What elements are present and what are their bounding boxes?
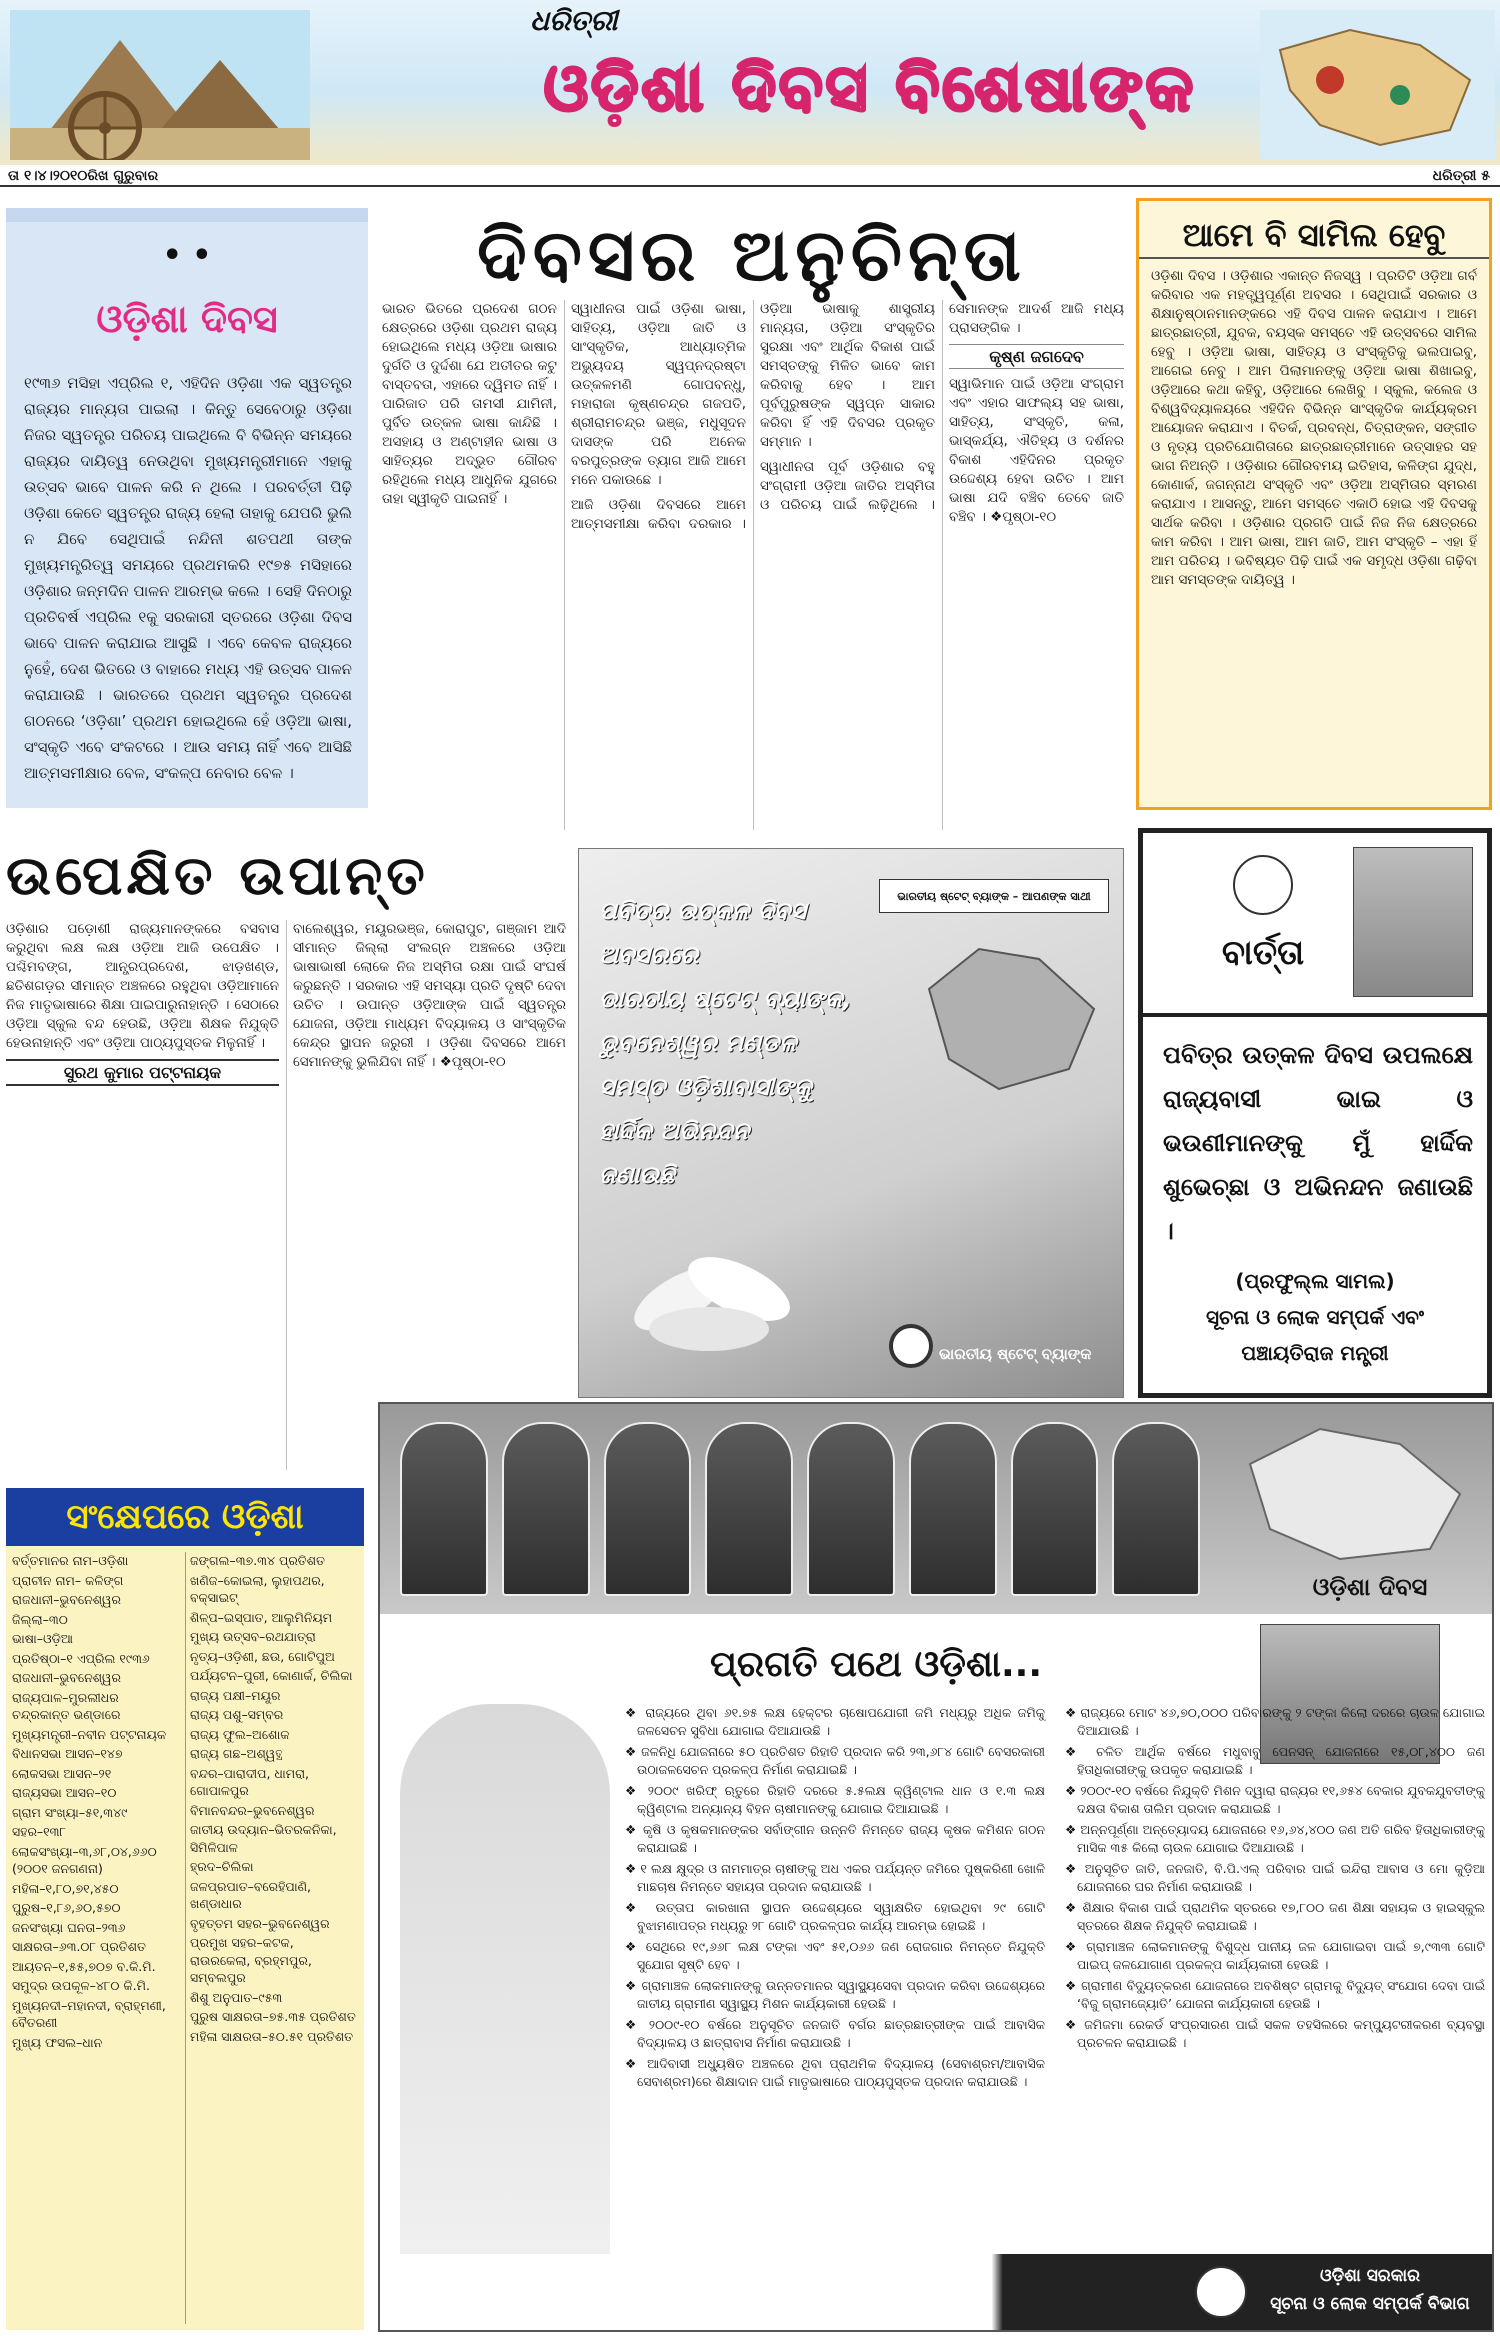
barta-message-box — [1138, 828, 1492, 1398]
fact-item: ସାକ୍ଷରତା–୬୩.୦୮ ପ୍ରତିଶତ — [12, 1939, 146, 1954]
author-byline: ସୁରଥ କୁମାର ପଟ୍ଟନାୟକ — [6, 1059, 279, 1086]
achievement-item: ❖ ୨୦୦୯-୧୦ ବର୍ଷରେ ନିଯୁକ୍ତି ମିଶନ ଦ୍ୱାରା ରାଜ୍ୟର ୧୧,୬୫୪ ବେକାର ଯୁବକଯୁବତୀଙ୍କୁ ଦକ୍ଷତା ବିକାଶ ତାଲିମ ପ୍ରଦାନ କରାଯାଇଛି । — [1065, 1783, 1485, 1816]
konark-temple-illustration — [10, 10, 310, 160]
achievement-item: ❖ ୨୦୦୯ ଖରିଫ୍ ଋତୁରେ ରିହାତି ଦରରେ ୫.୫ଲକ୍ଷ କ୍ୱିଣ୍ଟାଲ ଧାନ ଓ ୧.୩ ଲକ୍ଷ କ୍ୱିଣ୍ଟାଲ ଅନ୍ୟାନ୍ୟ ବିହନ ଚାଷୀମାନଙ୍କୁ ଯୋଗାଇ ଦିଆଯାଇଛି । — [625, 1783, 1045, 1816]
achievement-item: ❖ ଜଳନିଧି ଯୋଜନାରେ ୫୦ ପ୍ରତିଶତ ରିହାତି ପ୍ରଦାନ କରି ୨୩,୬୮୪ ଗୋଟି ବେସରକାରୀ ଉଠାଜଳସେଚନ ପ୍ରକଳ୍ପ ନିର୍ମାଣ କରାଯାଇଛି । — [625, 1744, 1045, 1777]
fact-item: ମୁଖ୍ୟମନ୍ତ୍ରୀ–ନବୀନ ପଟ୍ଟନାୟକ — [12, 1726, 167, 1742]
author-byline: କୃଷ୍ଣ ଜଗଦେବ — [949, 344, 1124, 369]
leaders-banner — [380, 1404, 1492, 1614]
pragati-pathe-odisha-heading: ପ୍ରଗତି ପଥେ ଓଡ଼ିଶା... — [710, 1644, 1042, 1685]
fact-item: ମହିଳା–୧,୮୦,୭୧,୪୫୦ — [12, 1880, 119, 1896]
fact-item: ବନ୍ଦର–ପାରାଦୀପ, ଧାମରା, ଗୋପାଳପୁର — [190, 1765, 310, 1798]
decorative-dots: • • — [162, 238, 212, 273]
achievement-item: ❖ ଶିକ୍ଷାର ବିକାଶ ପାଇଁ ପ୍ରାଥମିକ ସ୍ତରରେ ୧୭,୮୦୦ ଜଣ ଶିକ୍ଷା ସହାୟକ ଓ ହାଇସ୍କୁଲ ସ୍ତରରେ ଶିକ୍ଷକ ନିଯୁକ୍ତି କରାଯାଇଛି । — [1065, 1900, 1485, 1933]
fact-item: ବିଧାନସଭା ଆସନ–୧୪୭ — [12, 1746, 123, 1761]
achievement-item: ❖ ଆଦିବାସୀ ଅଧ୍ୟୁଷିତ ଅଞ୍ଚଳରେ ଥିବା ପ୍ରାଥମିକ ବିଦ୍ୟାଳୟ (ସେବାଶ୍ରମ/ଆବାସିକ ସେବାଶ୍ରମ)ରେ ଶିକ୍ଷାଦାନ ପାଇଁ ମାତୃଭାଷାରେ ପାଠ୍ୟପୁସ୍ତକ ପ୍ରଦାନ କରାଯାଉଛି । — [625, 2056, 1045, 2089]
leader-portrait — [400, 1422, 488, 1596]
minister-photo — [1353, 847, 1473, 997]
minister-designation: ପଞ୍ଚାୟତିରାଜ ମନ୍ତ୍ରୀ — [1241, 1341, 1389, 1365]
barta-signature — [1153, 1263, 1477, 1393]
fact-item: ରାଜଧାନୀ–ଭୁବନେଶ୍ୱର — [12, 1592, 121, 1607]
fact-item: ପର୍ଯ୍ୟଟନ–ପୁରୀ, କୋଣାର୍କ, ଚିଲିକା — [190, 1668, 353, 1683]
article-paragraph: ଭାରତ ଭିତରେ ପ୍ରଦେଶ ଗଠନ କ୍ଷେତ୍ରରେ ଓଡ଼ିଶା ପ୍ରଥମ ରାଜ୍ୟ ହୋଇଥିଲେ ମଧ୍ୟ ଓଡ଼ିଆ ଭାଷାର ଦୁର୍ଗତି ଓ ଦୁର୍ଦ୍ଦଶା ଯେ ଅତୀତର କଟୁ ବାସ୍ତବତା, ଏହାରେ ଦ୍ୱିମତ ନାହିଁ । ପାରିଜାତ ପରି ତାମସୀ ଯାମିନୀ, ପୁର୍ବିତ ଉତ୍କଳ ଭାଷା କାନ୍ଦିଛି । ଅସହାୟ ଓ ଅଣ୍ଟାହୀନ ଭାଷା ଓ ସାହିତ୍ୟର ଅଦ୍ଭୁତ ଗୌରବ ରହିଥିଲେ ମଧ୍ୟ ଆଧୁନିକ ଯୁଗରେ ତାହା ସ୍ୱୀକୃତି ପାଇନାହିଁ । — [382, 301, 557, 507]
minister-name: (ପ୍ରଫୁଲ୍ଲ ସାମଲ) — [1235, 1269, 1395, 1293]
fact-item: ବୃହତ୍ତମ ସହର–ଭୁବନେଶ୍ୱର — [190, 1915, 330, 1931]
barta-heading: ବାର୍ତ୍ତା — [1221, 933, 1305, 973]
samila-body: ଓଡ଼ିଶା ଦିବସ । ଓଡ଼ିଶାର ଏକାନ୍ତ ନିଜସ୍ୱ । ପ୍ରତିଟି ଓଡ଼ିଆ ଗର୍ବ କରିବାର ଏକ ମହତ୍ତ୍ୱପୂର୍ଣ୍ଣ ଅବସର । ସେଥିପାଇଁ ସରକାର ଓ ଶିକ୍ଷାନୁଷ୍ଠାନମାନଙ୍କରେ ଏହି ଦିବସ ପାଳନ କରାଯାଏ । ଆମେ ଛାତ୍ରଛାତ୍ରୀ, ଯୁବକ, ବୟସ୍କ ସମସ୍ତେ ଏହି ଉତ୍ସବରେ ସାମିଲ ହେବୁ । ଓଡ଼ିଆ ଭାଷା, ସାହିତ୍ୟ ଓ ସଂସ୍କୃତିକୁ ଭଲପାଇବୁ, ଆଗେଇ ନେବୁ । ଆମ ପିଲାମାନଙ୍କୁ ଓଡ଼ିଆ ଭାଷା ଶିଖାଇବୁ, ଓଡ଼ିଆରେ କଥା କହିବୁ, ଓଡ଼ିଆରେ ଲେଖିବୁ । ସ୍କୁଲ, କଲେଜ ଓ ବିଶ୍ୱବିଦ୍ୟାଳୟରେ ଏହିଦିନ ବିଭିନ୍ନ ସାଂସ୍କୃତିକ କାର୍ଯ୍ୟକ୍ରମ ଆୟୋଜନ କରାଯାଏ । ବିତର୍କ, ପ୍ରବନ୍ଧ, ଚିତ୍ରାଙ୍କନ, ସଙ୍ଗୀତ ଓ ନୃତ୍ୟ ପ୍ରତିଯୋଗିତାରେ ଛାତ୍ରଛାତ୍ରୀମାନେ ଉତ୍ସାହର ସହ ଭାଗ ନିଅନ୍ତି । ଓଡ଼ିଶାର ଗୌରବମୟ ଇତିହାସ, କଳିଙ୍ଗ ଯୁଦ୍ଧ, କୋଣାର୍କ, ଜଗନ୍ନାଥ ସଂସ୍କୃତି ଏବଂ ଓଡ଼ିଆ ଅସ୍ମିତାର ସ୍ମରଣ କରାଯାଏ । ଆସନ୍ତୁ, ଆମେ ସମସ୍ତେ ଏକାଠି ହୋଇ ଏହି ଦିବସକୁ ସାର୍ଥକ କରିବା । ଓଡ଼ିଶାର ପ୍ରଗତି ପାଇଁ ନିଜ ନିଜ କ୍ଷେତ୍ରରେ କାମ କରିବା । ଆମ ଭାଷା, ଆମ ଜାତି, ଆମ ସଂସ୍କୃତି – ଏହା ହିଁ ଆମ ପରିଚୟ । ଭବିଷ୍ୟତ ପିଢ଼ି ପାଇଁ ଏକ ସମୃଦ୍ଧ ଓଡ଼ିଶା ଗଢ଼ିବା ଆମ ସମସ୍ତଙ୍କ ଦାୟିତ୍ୱ । — [1151, 268, 1477, 588]
fact-item: ରାଜଧାନୀ–ଭୁବନେଶ୍ୱର — [12, 1670, 121, 1685]
odisha-dibasa-box — [6, 208, 368, 808]
odisha-emblem-icon — [1195, 2266, 1247, 2318]
leader-portrait — [1112, 1422, 1200, 1596]
fact-item: ଭାଷା–ଓଡ଼ିଆ — [12, 1631, 73, 1646]
leader-portrait — [705, 1422, 793, 1596]
facts-list — [12, 1552, 358, 2051]
sbi-greeting-line: ପବିତ୍ର ଉତ୍କଳ ଦିବସ — [599, 897, 807, 925]
achievement-item: ❖ କୃଷି ଓ କୃଷକମାନଙ୍କର ସର୍ବାଙ୍ଗୀନ ଉନ୍ନତି ନିମନ୍ତେ ରାଜ୍ୟ କୃଷକ କମିଶନ ଗଠନ କରାଯାଇଛି । — [625, 1822, 1045, 1855]
fact-item: ରାଜ୍ୟ ଫୁଲ–ଅଶୋକ — [190, 1726, 290, 1742]
odisha-map-icon — [1220, 1414, 1480, 1564]
leader-portrait — [1011, 1422, 1099, 1596]
odisha-dibasa-body: ୧୯୩୬ ମସିହା ଏପ୍ରିଲ ୧, ଏହିଦିନ ଓଡ଼ିଶା ଏକ ସ୍ୱତନ୍ତ୍ର ରାଜ୍ୟର ମାନ୍ୟତା ପାଇଲା । କିନ୍ତୁ ସେବେଠାରୁ ଓଡ଼ିଶା ନିଜର ସ୍ୱତନ୍ତ୍ର ପରିଚୟ ପାଇଥିଲେ ବି ବିଭିନ୍ନ ସମୟରେ ରାଜ୍ୟର ଦାୟିତ୍ୱ ନେଉଥିବା ମୁଖ୍ୟମନ୍ତ୍ରୀମାନେ ଏହାକୁ ଉତ୍ସବ ଭାବେ ପାଳନ କରି ନ ଥିଲେ । ପରବର୍ତ୍ତୀ ପିଢ଼ି ଓଡ଼ିଶା କେତେ ସ୍ୱତନ୍ତ୍ର ରାଜ୍ୟ ହେଲା ତାହାକୁ ଯେପରି ଭୁଲି ନ ଯିବେ ସେଥିପାଇଁ ନନ୍ଦିନୀ ଶତପଥୀ ତାଙ୍କ ମୁଖ୍ୟମନ୍ତ୍ରିତ୍ୱ ସମୟରେ ପ୍ରଥମକରି ୧୯୭୫ ମସିହାରେ ଓଡ଼ିଶାର ଜନ୍ମଦିନ ପାଳନ ଆରମ୍ଭ କଲେ । ସେହି ଦିନଠାରୁ ପ୍ରତିବର୍ଷ ଏପ୍ରିଲ ୧କୁ ସରକାରୀ ସ୍ତରରେ ଓଡ଼ିଶା ଦିବସ ଭାବେ ପାଳନ କରାଯାଇ ଆସୁଛି । ଏବେ କେବଳ ରାଜ୍ୟରେ ନୁହେଁ, ଦେଶ ଭିତରେ ଓ ବାହାରେ ମଧ୍ୟ ଏହି ଉତ୍ସବ ପାଳନ କରାଯାଉଛି । ଭାରତରେ ପ୍ରଥମ ସ୍ୱତନ୍ତ୍ର ପ୍ରଦେଶ ଗଠନରେ ‘ଓଡ଼ିଶା’ ପ୍ରଥମ ହୋଇଥିଲେ ହେଁ ଓଡ଼ିଆ ଭାଷା, ସଂସ୍କୃତି ଏବେ ସଂକଟରେ । ଆଉ ସମୟ ନାହିଁ ଏବେ ଆସିଛି ଆତ୍ମସମୀକ୍ଷାର ବେଳ, ସଂକଳ୍ପ ନେବାର ବେଳ । — [24, 374, 352, 782]
fact-item: ଲୋକସଭା ଆସନ–୨୧ — [12, 1765, 112, 1781]
achievement-item: ❖ ୨୦୦୯-୧୦ ବର୍ଷରେ ଅନୁସୂଚିତ ଜନଜାତି ବର୍ଗର ଛାତ୍ରଛାତ୍ରୀଙ୍କ ପାଇଁ ଆବାସିକ ବିଦ୍ୟାଳୟ ଓ ଛାତ୍ରାବାସ ନିର୍ମାଣ କରାଯାଉଛି । — [625, 2017, 1045, 2050]
achievement-item: ❖ ରାଜ୍ୟରେ ମୋଟ ୪୬,୭୦,୦୦୦ ପରିବାରଙ୍କୁ ୨ ଟଙ୍କା କିଲୋ ଦରରେ ଚାଉଳ ଯୋଗାଇ ଦିଆଯାଉଛି । — [1065, 1705, 1485, 1738]
sbi-greeting-line: ଅବସରରେ — [599, 941, 699, 969]
minister-designation: ସୂଚନା ଓ ଲୋକ ସମ୍ପର୍କ ଏବଂ — [1205, 1305, 1425, 1329]
fact-item: ବିମାନବନ୍ଦର–ଭୁବନେଶ୍ୱର — [190, 1802, 315, 1818]
fact-item: ରାଜ୍ୟ ପଶୁ–ସମ୍ବର — [190, 1707, 284, 1722]
headline-dibasara-anuchinta: ଦିବସର ଅନୁଚିନ୍ତା — [477, 213, 1027, 297]
article-paragraph: ବାଲେଶ୍ୱର, ମୟୂରଭଞ୍ଜ, କୋରାପୁଟ, ଗଞ୍ଜାମ ଆଦି ସୀମାନ୍ତ ଜିଲ୍ଲା ସଂଲଗ୍ନ ଅଞ୍ଚଳରେ ଓଡ଼ିଆ ଭାଷାଭାଷୀ ଲୋକେ ନିଜ ଅସ୍ମିତା ରକ୍ଷା ପାଇଁ ସଂଘର୍ଷ କରୁଛନ୍ତି । ସରକାର ଏହି ସମସ୍ୟା ପ୍ରତି ଦୃଷ୍ଟି ଦେବା ଉଚିତ । ଉପାନ୍ତ ଓଡ଼ିଆଙ୍କ ପାଇଁ ସ୍ୱତନ୍ତ୍ର ଯୋଜନା, ଓଡ଼ିଆ ମାଧ୍ୟମ ବିଦ୍ୟାଳୟ ଓ ସାଂସ୍କୃତିକ କେନ୍ଦ୍ର ସ୍ଥାପନ ଜରୁରୀ । ଓଡ଼ିଶା ଦିବସରେ ଆମେ ସେମାନଙ୍କୁ ଭୁଲିଯିବା ନାହିଁ । ❖ପୃଷ୍ଠା-୧୦ — [293, 921, 566, 1070]
dateline — [0, 165, 1500, 187]
article-paragraph: ସ୍ୱାଧୀନତା ପାଇଁ ଓଡ଼ିଶା ଭାଷା, ସାହିତ୍ୟ, ଓଡ଼ିଆ ଜାତି ଓ ସାଂସ୍କୃତିକ, ଆଧ୍ୟାତ୍ମିକ ଅଭ୍ୟୁଦୟ ସ୍ୱପ୍ନଦ୍ରଷ୍ଟା ଉତ୍କଳମଣି ଗୋପବନ୍ଧୁ, ମହାରାଜା କୃଷ୍ଣଚନ୍ଦ୍ର ଗଜପତି, ଶ୍ରୀରାମଚନ୍ଦ୍ର ଭଞ୍ଜ, ମଧୁସୂଦନ ଦାସଙ୍କ ପରି ଅନେକ ବରପୁତ୍ରଙ୍କ ତ୍ୟାଗ ଆଜି ଆମେ ମନେ ପକାଉଛେ । — [571, 301, 746, 488]
fact-item: ରାଜ୍ୟ ଗଛ–ଅଶ୍ୱତ୍ଥ — [190, 1746, 283, 1761]
fact-item: ମହିଳା ସାକ୍ଷରତା–୫୦.୫୧ ପ୍ରତିଶତ — [190, 2028, 354, 2044]
fact-item: ସମୁଦ୍ର ଉପକୂଳ–୪୮୦ କି.ମି. — [12, 1978, 150, 1993]
brand-logo: ଧରିତ୍ରୀ — [530, 4, 618, 37]
achievement-item: ❖ ସେଥିରେ ୧୯,୬୬୮ ଲକ୍ଷ ଟଙ୍କା ଏବଂ ୫୧,୦୬୬ ଜଣ ରୋଜଗାର ନିମନ୍ତେ ନିଯୁକ୍ତି ସୁଯୋଗ ସୃଷ୍ଟି ହେବ । — [625, 1939, 1045, 1972]
masthead — [0, 0, 1500, 165]
fact-item: ରାଜ୍ୟପାଳ–ମୁରଲୀଧର ଚନ୍ଦ୍ରକାନ୍ତ ଭଣ୍ଡାରେ — [12, 1689, 121, 1722]
article-paragraph: ସ୍ୱାଭିମାନ ପାଇଁ ଓଡ଼ିଆ ସଂଗ୍ରାମ ଏବଂ ଏହାର ସାଫଲ୍ୟ ସହ ଭାଷା, ସାହିତ୍ୟ, ସଂସ୍କୃତି, କଳା, ଭାସ୍କର୍ଯ୍ୟ, ଐତିହ୍ୟ ଓ ଦର୍ଶନର ବିକାଶ ଏହିଦିନର ପ୍ରକୃତ ଉଦ୍ଦେଶ୍ୟ ହେବା ଉଚିତ । ଆମ ଭାଷା ଯଦି ବଞ୍ଚିବ ତେବେ ଜାତି ବଞ୍ଚିବ । ❖ପୃଷ୍ଠା-୧୦ — [949, 376, 1124, 525]
fact-item: ଆୟତନ–୧,୫୫,୭୦୭ ବ.କି.ମି. — [12, 1958, 156, 1974]
sankhepare-odisha-heading: ସଂକ୍ଷେପରେ ଓଡ଼ିଶା — [6, 1488, 364, 1546]
fact-item: ଜଙ୍ଗଲ–୩୭.୩୪ ପ୍ରତିଶତ — [190, 1553, 325, 1568]
fact-item: ଲୋକସଂଖ୍ୟା–୩,୬୮,୦୪,୬୬୦ (୨୦୦୧ ଜନଗଣନା) — [12, 1843, 157, 1876]
ame-bi-samila-hebu-box — [1136, 198, 1492, 810]
sbi-greeting-line: ଭୁବନେଶ୍ୱର ମଣ୍ଡଳ — [599, 1029, 797, 1057]
pragati-pathe-odisha-advertisement — [378, 1402, 1494, 2332]
fact-item: ମୁଖ୍ୟ ଫସଲ–ଧାନ — [12, 2034, 103, 2050]
odisha-dibasa-heading: ଓଡ଼ିଶା ଦିବସ — [96, 297, 278, 341]
sbi-greeting-line: ଜଣାଉଛି — [599, 1161, 675, 1189]
barta-message: ପବିତ୍ର ଉତ୍କଳ ଦିବସ ଉପଲକ୍ଷେ ରାଜ୍ୟବାସୀ ଭାଇ ଓ ଭଉଣୀମାନଙ୍କୁ ମୁଁ ହାର୍ଦ୍ଦିକ ଶୁଭେଚ୍ଛା ଓ ଅଭିନନ୍ଦନ ଜଣାଉଛି । — [1163, 1041, 1473, 1245]
achievement-item: ❖ ରାଜ୍ୟରେ ଥିବା ୬୧.୭୫ ଲକ୍ଷ ହେକ୍ଟର ଚାଷୋପଯୋଗୀ ଜମି ମଧ୍ୟରୁ ଅଧିକ ଜମିକୁ ଜଳସେଚନ ସୁବିଧା ଯୋଗାଇ ଦିଆଯାଉଛି । — [625, 1705, 1045, 1738]
samila-heading: ଆମେ ବି ସାମିଲ ହେବୁ — [1139, 211, 1489, 259]
achievement-item: ❖ ଚଳିତ ଆର୍ଥିକ ବର୍ଷରେ ମଧୁବାବୁ ପେନସନ୍ ଯୋଜନାରେ ୧୫,୦୮,୪୦୦ ଜଣ ହିତାଧିକାରୀଙ୍କୁ ଉପକୃତ କରାଯାଇଛି । — [1065, 1744, 1485, 1777]
leader-portrait — [807, 1422, 895, 1596]
fact-item: ଗ୍ରାମ ସଂଖ୍ୟା–୫୧,୩୪୯ — [12, 1804, 128, 1820]
chief-minister-photo — [400, 1704, 610, 2304]
sbi-greeting-line: ସମସ୍ତ ଓଡ଼ିଶାବାସୀଙ୍କୁ — [599, 1073, 812, 1101]
fact-item: ଜାତୀୟ ଉଦ୍ୟାନ–ଭିତରକନିକା, ସିମିଳିପାଳ — [190, 1822, 337, 1855]
sbi-advertisement — [578, 848, 1124, 1398]
fact-item: ଜିଲ୍ଲା–୩୦ — [12, 1611, 68, 1627]
leader-portrait — [604, 1422, 692, 1596]
achievement-item: ❖ ଅନୁସୂଚିତ ଜାତି, ଜନଜାତି, ବି.ପି.ଏଲ୍ ପରିବାର ପାଇଁ ଇନ୍ଦିରା ଆବାସ ଓ ମୋ କୁଡ଼ିଆ ଯୋଜନାରେ ଘର ନିର୍ମାଣ କରାଯାଉଛି । — [1065, 1861, 1485, 1894]
achievement-item: ❖ ଉତ୍ତାପ କାରଖାନା ସ୍ଥାପନ ଉଦ୍ଦେଶ୍ୟରେ ସ୍ୱାକ୍ଷରିତ ହୋଇଥିବା ୨୯ ଗୋଟି ବୁଝାମଣାପତ୍ର ମଧ୍ୟରୁ ୨୮ ଗୋଟି ପ୍ରକଳ୍ପର କାର୍ଯ୍ୟ ଆରମ୍ଭ ହୋଇଛି । — [625, 1900, 1045, 1933]
fact-item: ମୁଖ୍ୟନଦୀ–ମହାନଦୀ, ବ୍ରାହ୍ମଣୀ, ବୈତରଣୀ — [12, 1997, 166, 2030]
divider — [1143, 1013, 1487, 1017]
govt-name: ଓଡ଼ିଶା ସରକାର — [1319, 2266, 1421, 2286]
sbi-logo-icon — [889, 1324, 933, 1368]
fact-item: ପ୍ରାଚୀନ ନାମ– କଳିଙ୍ଗ — [12, 1572, 124, 1588]
fact-item: ରାଜ୍ୟ ପକ୍ଷୀ–ମୟୂର — [190, 1687, 281, 1703]
issue-date: ତା ୧।୪।୨୦୧୦ରିଖ ଗୁରୁବାର — [8, 168, 159, 184]
article-dibasara-anuchinta — [382, 300, 1124, 830]
achievement-item: ❖ ୧ ଲକ୍ଷ କ୍ଷୁଦ୍ର ଓ ନାମମାତ୍ର ଚାଷୀଙ୍କୁ ଅଧ ଏକର ପର୍ଯ୍ୟନ୍ତ ଜମିରେ ପୁଷ୍କରିଣୀ ଖୋଳି ମାଛଚାଷ ନିମନ୍ତେ ସହାୟତା ପ୍ରଦାନ କରାଯାଉଛି । — [625, 1861, 1045, 1894]
sbi-greeting — [599, 889, 939, 1219]
fact-item: ପ୍ରମୁଖ ସହର–କଟକ, ରାଉରକେଲା, ବ୍ରହ୍ମପୁର, ସମ୍ବଲପୁର — [190, 1935, 312, 1985]
sbi-tagline: ଭାରତୀୟ ଷ୍ଟେଟ୍ ବ୍ୟାଙ୍କ – ଆପଣଙ୍କ ସାଥୀ — [879, 879, 1109, 913]
odisha-map-illustration — [1260, 10, 1495, 160]
fact-item: ରାଜ୍ୟସଭା ଆସନ–୧୦ — [12, 1785, 117, 1800]
sbi-greeting-line: ହାର୍ଦ୍ଦିକ ଅଭିନନ୍ଦନ — [599, 1117, 750, 1145]
achievement-item: ❖ ଜମିଜମା ରେକର୍ଡ ସଂପ୍ରସାରଣ ପାଇଁ ସକଳ ତହସିଲରେ କମ୍ପ୍ୟୁଟରୀକରଣ ବ୍ୟବସ୍ଥା ପ୍ରଚଳନ କରାଯାଇଛି । — [1065, 2017, 1485, 2050]
fact-item: ପୁରୁଷ ସାକ୍ଷରତା–୭୫.୩୫ ପ୍ରତିଶତ — [190, 2009, 356, 2024]
article-paragraph: ଆଜି ଓଡ଼ିଶା ଦିବସରେ ଆମେ ଆତ୍ମସମୀକ୍ଷା କରିବା ଦରକାର । ଓଡ଼ିଆ ଭାଷାକୁ ଶାସ୍ତ୍ରୀୟ ମାନ୍ୟତା, ଓଡ଼ିଆ ସଂସ୍କୃତିର ସୁରକ୍ଷା ଏବଂ ଆର୍ଥିକ ବିକାଶ ପାଇଁ ସମସ୍ତଙ୍କୁ ମିଳିତ ଭାବେ କାମ କରିବାକୁ ହେବ । ଆମ ପୂର୍ବପୁରୁଷଙ୍କ ସ୍ୱପ୍ନ ସାକାର କରିବା ହିଁ ଏହି ଦିବସର ପ୍ରକୃତ ସମ୍ମାନ । — [571, 301, 935, 532]
achievement-item: ❖ ଗ୍ରାମୀଣ ବିଦ୍ୟୁତ୍କରଣ ଯୋଜନାରେ ଅବଶିଷ୍ଟ ଗ୍ରାମକୁ ବିଦ୍ୟୁତ୍ ସଂଯୋଗ ଦେବା ପାଇଁ ‘ବିଜୁ ଗ୍ରାମଜ୍ୟୋତି’ ଯୋଜନା କାର୍ଯ୍ୟକାରୀ ହେଉଛି । — [1065, 1978, 1485, 2011]
fact-item: ହ୍ରଦ–ଚିଲିକା — [190, 1859, 254, 1874]
article-paragraph: ସ୍ୱାଧୀନତା ପୂର୍ବ ଓଡ଼ିଶାର ବହୁ ସଂଗ୍ରାମୀ ଓଡ଼ିଆ ଜାତିର ଅସ୍ମିତା ଓ ପରିଚୟ ପାଇଁ ଲଢ଼ିଥିଲେ । ସେମାନଙ୍କ ଆଦର୍ଶ ଆଜି ମଧ୍ୟ ପ୍ରାସଙ୍ଗିକ । — [760, 301, 1124, 513]
page-number: ଧରିତ୍ରୀ ୫ — [1432, 168, 1490, 184]
achievement-item: ❖ ଅନ୍ନପୂର୍ଣ୍ଣା ଅନ୍ତ୍ୟୋଦୟ ଯୋଜନାରେ ୧୬,୬୪,୪୦୦ ଜଣ ଅତି ଗରିବ ହିତାଧିକାରୀଙ୍କୁ ମାସିକ ୩୫ କିଲୋ ଚାଉଳ ଯୋଗାଇ ଦିଆଯାଉଛି । — [1065, 1822, 1485, 1855]
achievement-item: ❖ ଗ୍ରାମାଞ୍ଚଳ ଲୋକମାନଙ୍କୁ ଉନ୍ନତମାନର ସ୍ୱାସ୍ଥ୍ୟସେବା ପ୍ରଦାନ କରିବା ଉଦ୍ଦେଶ୍ୟରେ ଜାତୀୟ ଗ୍ରାମୀଣ ସ୍ୱାସ୍ଥ୍ୟ ମିଶନ କାର୍ଯ୍ୟକାରୀ ହେଉଛି । — [625, 1978, 1045, 2011]
fact-item: ଶିଶୁ ଅନୁପାତ–୯୫୩ — [190, 1989, 283, 2005]
achievement-item: ❖ ଗ୍ରାମାଞ୍ଚଳ ଲୋକମାନଙ୍କୁ ବିଶୁଦ୍ଧ ପାନୀୟ ଜଳ ଯୋଗାଇବା ପାଇଁ ୭,୯୩୩ ଗୋଟି ପାଇପ୍ ଜଳଯୋଗାଣ ପ୍ରକଳ୍ପ କାର୍ଯ୍ୟକାରୀ ହେଉଛି । — [1065, 1939, 1485, 1972]
fact-item: ଜଳପ୍ରପାତ–ବରେହିପାଣି, ଖଣ୍ଡାଧାର — [190, 1878, 312, 1911]
odisha-dibasa-badge: ଓଡ଼ିଶା ଦିବସ — [1312, 1573, 1428, 1601]
department-name: ସୂଚନା ଓ ଲୋକ ସମ୍ପର୍କ ବିଭାଗ — [1270, 2294, 1470, 2314]
fact-item: ଖଣିଜ–କୋଇଲା, ଲୁହାପଥର, ବକ୍ସାଇଟ୍ — [190, 1572, 325, 1605]
sbi-greeting-line: ଭାରତୀୟ ଷ୍ଟେଟ୍ ବ୍ୟାଙ୍କ, — [599, 985, 852, 1013]
leader-portrait — [502, 1422, 590, 1596]
fact-item: ଜନସଂଖ୍ୟା ଘନତା–୨୩୬ — [12, 1919, 126, 1935]
headline-upekshita-upanta-odia: ଉପେକ୍ଷିତ ଉପାନ୍ତ — [6, 844, 429, 907]
leader-portraits — [400, 1422, 1200, 1602]
govt-credit — [1260, 2262, 1480, 2322]
fact-item: ମୁଖ୍ୟ ଉତ୍ସବ–ରଥଯାତ୍ରା — [190, 1629, 316, 1644]
fact-item: ନୃତ୍ୟ–ଓଡ଼ିଶୀ, ଛଉ, ଗୋଟିପୁଅ — [190, 1648, 335, 1664]
sankhepare-odisha-facts — [6, 1546, 364, 2330]
leader-portrait — [909, 1422, 997, 1596]
lily-flower-icon — [599, 1209, 839, 1389]
article-upekshita-upanta-odia — [6, 920, 566, 1470]
fact-item: ଶିଳ୍ପ–ଇସ୍ପାତ, ଆଲୁମିନିୟମ — [190, 1609, 333, 1625]
achievement-list — [625, 1704, 1485, 2264]
odisha-emblem-icon — [1233, 855, 1293, 915]
sbi-name: ଭାରତୀୟ ଷ୍ଟେଟ୍ ବ୍ୟାଙ୍କ — [939, 1345, 1092, 1363]
article-paragraph: ଓଡ଼ିଶାର ପଡ଼ୋଶୀ ରାଜ୍ୟମାନଙ୍କରେ ବସବାସ କରୁଥିବା ଲକ୍ଷ ଲକ୍ଷ ଓଡ଼ିଆ ଆଜି ଉପେକ୍ଷିତ । ପଶ୍ଚିମବଙ୍ଗ, ଆନ୍ଧ୍ରପ୍ରଦେଶ, ଝାଡ଼ଖଣ୍ଡ, ଛତିଶଗଡ଼ର ସୀମାନ୍ତ ଅଞ୍ଚଳରେ ରହୁଥିବା ଓଡ଼ିଆମାନେ ନିଜ ମାତୃଭାଷାରେ ଶିକ୍ଷା ପାଇପାରୁନାହାନ୍ତି । ସେଠାରେ ଓଡ଼ିଆ ସ୍କୁଲ ବନ୍ଦ ହେଉଛି, ଓଡ଼ିଆ ଶିକ୍ଷକ ନିଯୁକ୍ତି ହେଉନାହାନ୍ତି ଏବଂ ଓଡ଼ିଆ ପାଠ୍ୟପୁସ୍ତକ ମିଳୁନାହିଁ । — [6, 921, 279, 1051]
fact-item: ବର୍ତ୍ତମାନର ନାମ–ଓଡ଼ିଶା — [12, 1553, 129, 1568]
fact-item: ସହର–୧୩୮ — [12, 1824, 67, 1839]
fact-item: ପ୍ରତିଷ୍ଠା–୧ ଏପ୍ରିଲ ୧୯୩୬ — [12, 1650, 150, 1666]
odisha-map-icon — [909, 929, 1109, 1099]
fact-item: ପୁରୁଷ–୧,୮୬,୬୦,୫୭୦ — [12, 1900, 121, 1915]
special-issue-title: ଓଡ଼ିଶା ଦିବସ ବିଶେଷାଙ୍କ — [543, 52, 1197, 126]
